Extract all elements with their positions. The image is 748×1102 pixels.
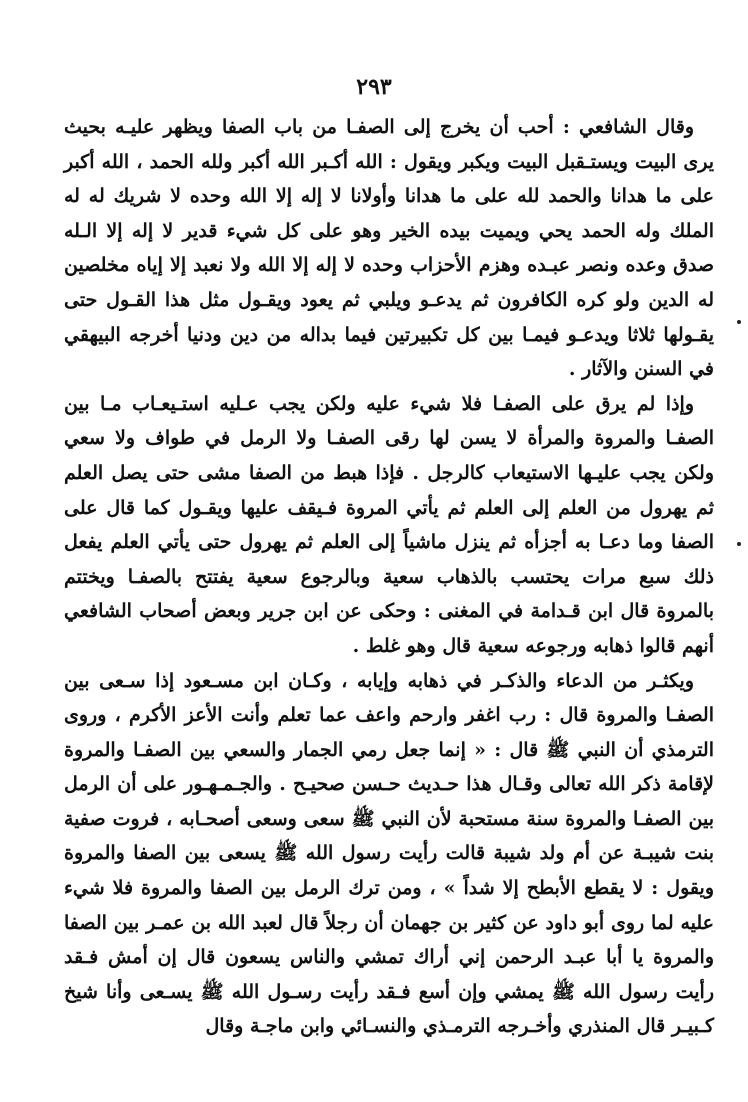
page-number: ٢٩٣ [356,74,392,100]
scan-edge-mark [737,320,741,324]
scan-edge-mark [737,542,741,546]
paragraph-dua-and-raml: ويكثـر من الدعاء والذكـر في ذهابه وإيابه ، وكـان ابن مسـعود إذا سـعى بين الصفـا والمروة قال : رب اغفر وارحم واعف عما تعلم وأنت الأعز الأكرم ، وروى الترمذي أن النبي ﷺ قال : « إنما جعل رمي الجمار والسعي بين الصفـا والمروة لإقامة ذكر الله تعالى وقـال هذا حـديث حـسن صحيـح . والجـمـهـور على أن الرمل بين الصفـا والمروة سنة مستحبة لأن النبي ﷺ سعى وسعى أصحـابه ، فروت صفية بنت شيبـة عن أم ولد شيبة قالت رأيت رسول الله ﷺ يسعى بين الصفا والمروة ويقول : لا يقطع الأبطح إلا شداً » ، ومن ترك الرمل بين الصفا والمروة فلا شيء عليه لما روى أبو داود عن كثير بن جهمان أن رجلاً قال لعبد الله بن عمـر بين الصفا والمروة يا أبا عبـد الرحمن إني أراك تمشي والناس يسعون قال إن أمش فـقد رأيت رسول الله ﷺ يمشي وإن أسع فـقد رأيت رسـول الله ﷺ يسـعى وأنا شيخ كـبيـر قال المنذري وأخـرجه الترمـذي والنسـائي وابن ماجـة وقال [64,669,714,1038]
paragraph-shafii-takbir: وقال الشافعي : أحب أن يخرج إلى الصفـا من باب الصفا ويظهر عليـه بحيث يرى البيت ويستـقبل البيت ويكبر ويقول : الله أكـبر الله أكبر ولله الحمد ، الله أكبر على ما هدانا والحمد لله على ما هدانا وأولانا لا إله إلا الله وحده لا شريك له له الملك وله الحمد يحي ويميت بيده الخير وهو على كل شيء قدير لا إله إلا الـله صدق وعده ونصر عبـده وهزم الأحزاب وحده لا إله إلا الله ولا نعبد إلا إياه مخلصين له الدين ولو كره الكافرون ثم يدعـو ويلبي ثم يعود ويقـول مثل هذا القـول حتى يقـولها ثلاثا ويدعـو فيمـا بين كل تكبيرتين فيما بداله من دين ودنيا أخرجه البيهقي في السنن والآثار . [64,116,715,381]
main-text [64,110,714,1044]
paragraph-safa-marwa-sai: وإذا لم يرق على الصفـا فلا شيء عليه ولكن يجب عـليه استـيعـاب مـا بين الصفـا والمروة والمرأة لا يسن لها رقى الصفـا ولا الرمل في طواف ولا سعي ولكن يجب عليـها الاستيعاب كالرجل . فإذا هبط من الصفا مشى حتى يصل العلم ثم يهرول من العلم إلى العلم ثم يأتي المروة فـيقف عليها ويقـول كما قال على الصفا وما دعـا به أجزأه ثم ينزل ماشياً إلى العلم ثم يهرول حتى يأتي العلم يفعل ذلك سبع مرات يحتسب بالذهاب سعية وبالرجوع سعية يفتتح بالصفـا ويختتم بالمروة قال ابن قـدامة في المغنى : وحكى عن ابن جرير وبعض أصحاب الشافعي أنهم قالوا ذهابه ورجوعه سعية قال وهو غلط . [64,392,714,657]
